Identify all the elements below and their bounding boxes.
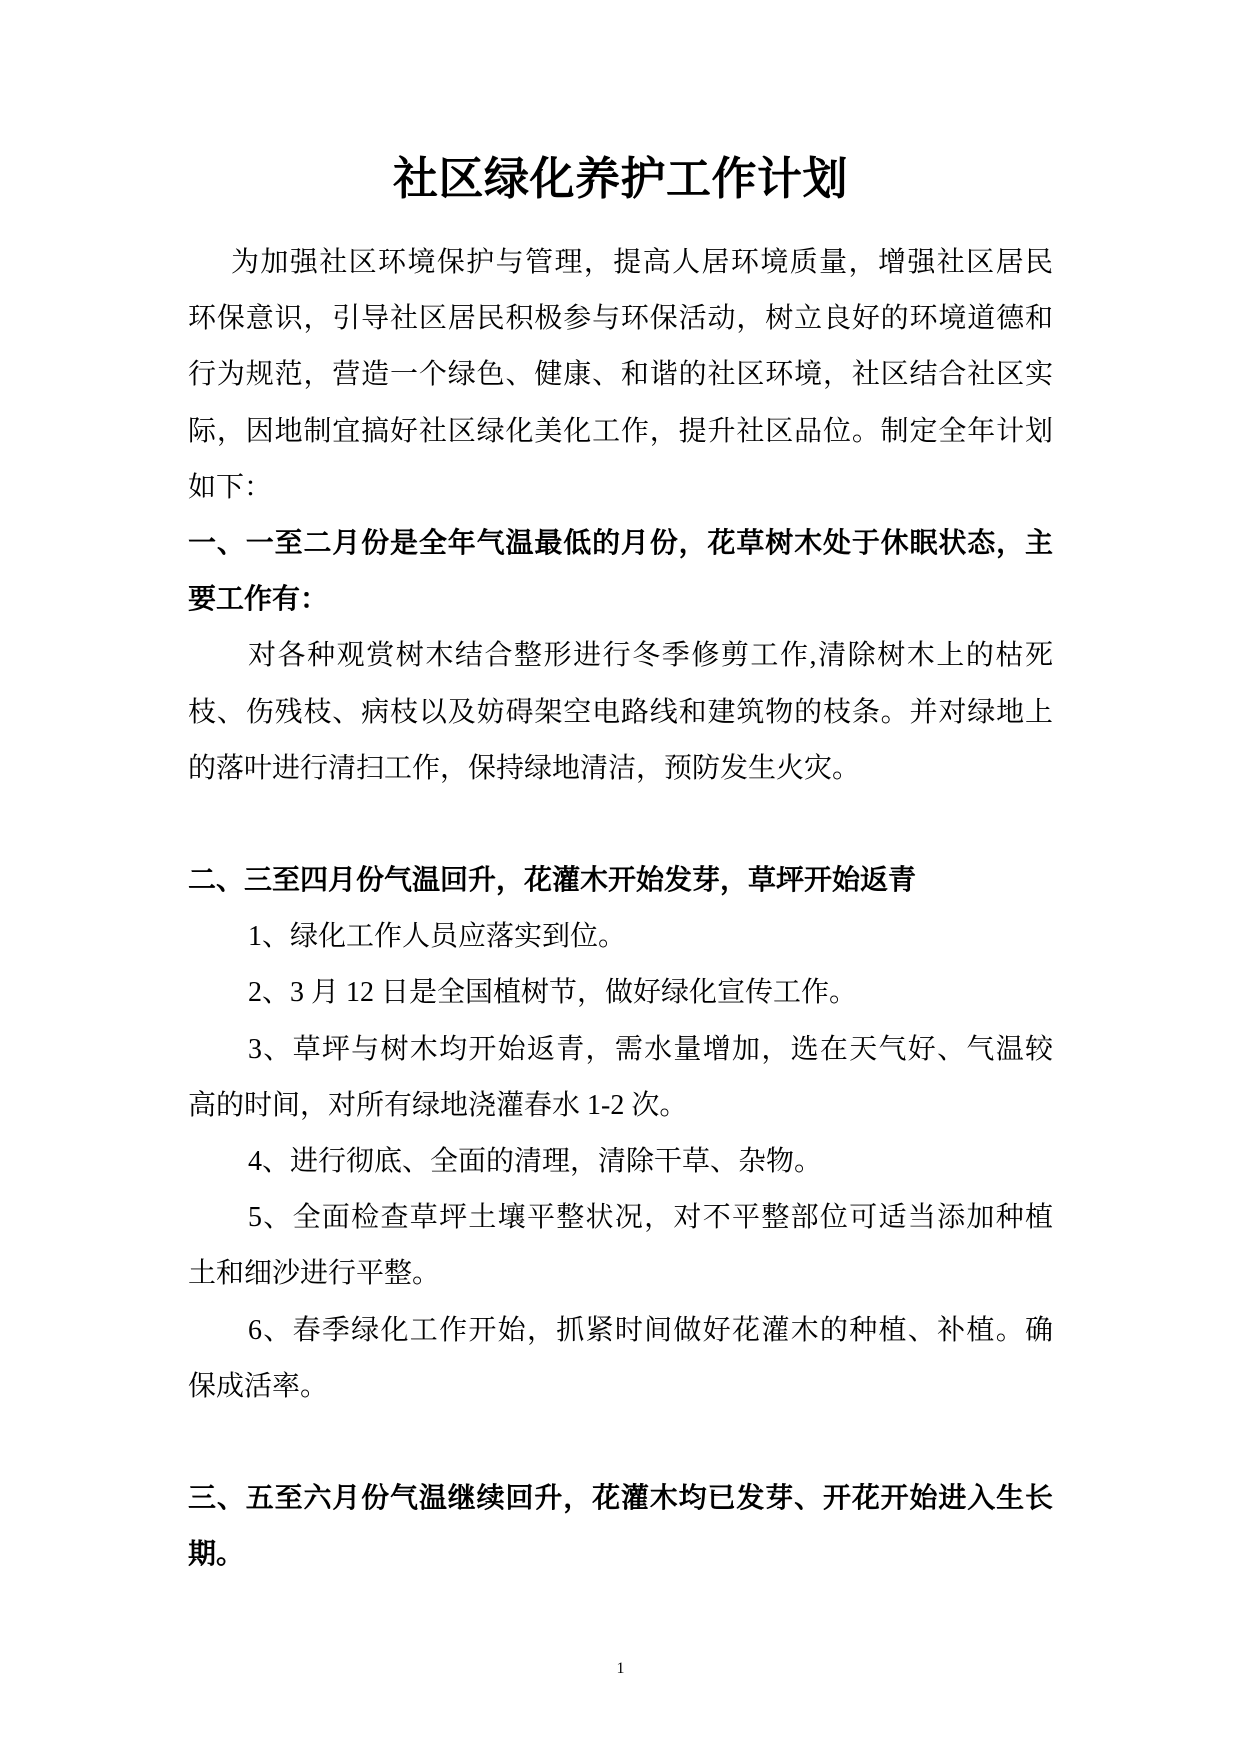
paragraph-line: 环保意识，引导社区居民积极参与环保活动，树立良好的环境道德和: [188, 303, 1053, 335]
paragraph-line: 际，因地制宜搞好社区绿化美化工作，提升社区品位。制定全年计划: [188, 415, 1053, 447]
heading-line: 期。: [188, 1539, 245, 1571]
list-item: [188, 965, 1053, 1021]
item-line: 3、草坪与树木均开始返青，需水量增加，选在天气好、气温较: [248, 1033, 1053, 1065]
paragraph-line: 如下：: [188, 471, 273, 503]
blank-line: [188, 1415, 1053, 1471]
item-line: 4、进行彻底、全面的清理，清除干草、杂物。: [248, 1146, 823, 1177]
heading-line: 一、一至二月份是全年气温最低的月份，花草树木处于休眠状态，主: [188, 527, 1053, 559]
item-line: 5、全面检查草坪土壤平整状况，对不平整部位可适当添加种植: [248, 1202, 1053, 1234]
heading-line: 三、五至六月份气温继续回升，花灌木均已发芽、开花开始进入生长: [188, 1483, 1053, 1515]
paragraph-line: 对各种观赏树木结合整形进行冬季修剪工作,清除树木上的枯死: [248, 640, 1053, 672]
paragraph-line: 行为规范，营造一个绿色、健康、和谐的社区环境，社区结合社区实: [188, 359, 1053, 391]
intro-paragraph: [188, 235, 1053, 516]
paragraph-line: 的落叶进行清扫工作，保持绿地清洁，预防发生火灾。: [188, 752, 861, 784]
item-line: 土和细沙进行平整。: [188, 1258, 441, 1290]
list-item: [188, 1134, 1053, 1190]
list-item: [188, 1022, 1053, 1134]
list-item: [188, 1190, 1053, 1302]
section-paragraph: [188, 628, 1053, 797]
page-number: 1: [616, 1660, 625, 1677]
item-line: 6、春季绿化工作开始，抓紧时间做好花灌木的种植、补植。确: [248, 1314, 1053, 1346]
section-heading: [188, 853, 1053, 909]
list-item: [188, 1303, 1053, 1415]
item-line: 2、3 月 12 日是全国植树节，做好绿化宣传工作。: [248, 977, 858, 1009]
document-body: [188, 235, 1053, 1584]
paragraph-line: 为加强社区环境保护与管理，提高人居环境质量，增强社区居民: [231, 247, 1053, 278]
section-heading: [188, 516, 1053, 628]
document-title: 社区绿化养护工作计划: [392, 154, 848, 204]
heading-line: 二、三至四月份气温回升，花灌木开始发芽，草坪开始返青: [188, 865, 917, 897]
section-heading: [188, 1471, 1053, 1583]
item-list: [188, 909, 1053, 1415]
list-item: [188, 909, 1053, 965]
paragraph-line: 枝、伤残枝、病枝以及妨碍架空电路线和建筑物的枝条。并对绿地上: [188, 696, 1053, 728]
item-line: 保成活率。: [188, 1370, 329, 1402]
heading-line: 要工作有：: [188, 584, 329, 616]
item-line: 高的时间，对所有绿地浇灌春水 1-2 次。: [188, 1089, 688, 1121]
blank-line: [188, 797, 1053, 853]
item-line: 1、绿化工作人员应落实到位。: [248, 921, 627, 953]
